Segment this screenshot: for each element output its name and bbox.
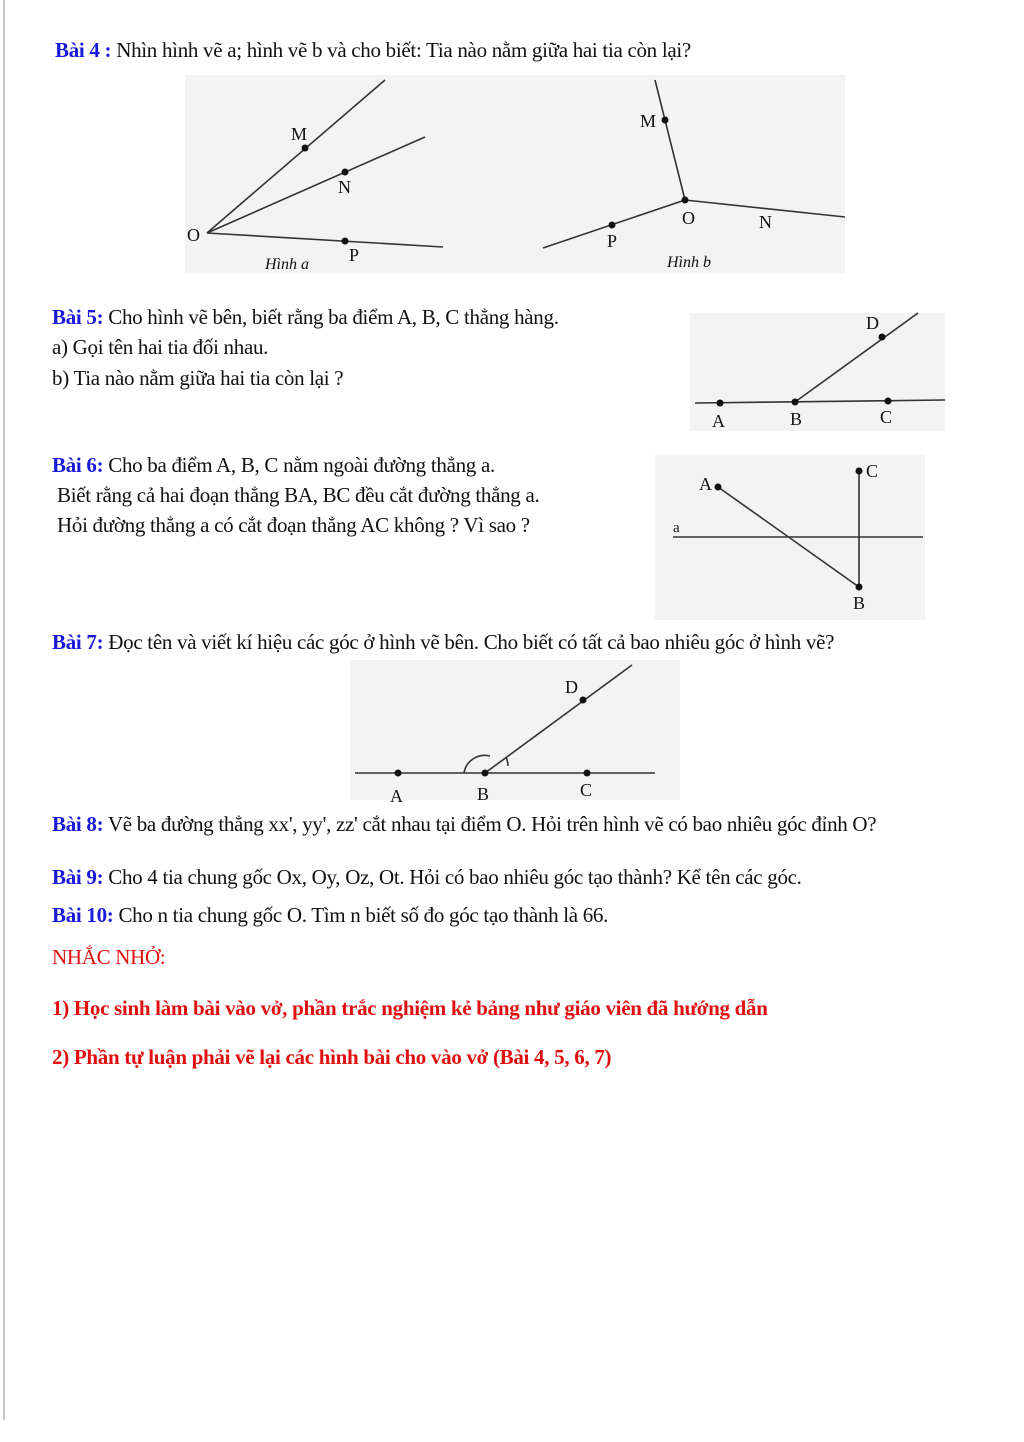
bai5-question: [52, 305, 559, 330]
page-left-border: [3, 0, 5, 1420]
bai8-label: Bài 8:: [52, 812, 104, 836]
bai9-label: Bài 9:: [52, 865, 104, 889]
bai7-point-d: [580, 697, 587, 704]
bai7-label-c: C: [580, 780, 593, 800]
bai9-text: Cho 4 tia chung gốc Ox, Oy, Oz, Ot. Hỏi có bao nhiêu góc tạo thành? Kể tên các góc.: [108, 865, 802, 889]
fig-a-point-m: [302, 145, 309, 152]
bai6-line3: Hỏi đường thẳng a có cắt đoạn thẳng AC không ? Vì sao ?: [57, 513, 530, 537]
bai6-label-b: B: [853, 593, 866, 613]
bai7-question: [52, 630, 834, 655]
bai6-point-b: [856, 584, 863, 591]
fig-a-point-p: [342, 238, 349, 245]
fig-b-point-p: [609, 222, 616, 229]
bai5-label-d: D: [866, 313, 879, 333]
figure-background: [185, 75, 845, 273]
fig-a-point-n: [342, 169, 349, 176]
bai9-question: [52, 865, 802, 890]
bai6-line2: Biết rằng cả hai đoạn thẳng BA, BC đều cắt đường thẳng a.: [57, 483, 540, 507]
bai5-label-c: C: [880, 407, 893, 427]
bai7-point-c: [584, 770, 591, 777]
bai4-question: [55, 38, 691, 63]
bai7-label: Bài 7:: [52, 630, 104, 654]
bai8-question: [52, 812, 876, 837]
fig-b-caption: Hình b: [667, 254, 711, 271]
bai6-point-c: [856, 468, 863, 475]
fig-b-label-p: P: [607, 231, 618, 251]
bai7-label-b: B: [477, 784, 490, 804]
fig-a-label-m: M: [291, 124, 308, 144]
bai5-part-a: a) Gọi tên hai tia đối nhau.: [52, 335, 269, 359]
bai5-label: Bài 5:: [52, 305, 104, 329]
bai7-point-b: [482, 770, 489, 777]
reminder-item-2: 2) Phần tự luận phải vẽ lại các hình bài cho vào vở (Bài 4, 5, 6, 7): [52, 1045, 612, 1069]
bai5-figure: [690, 305, 945, 435]
bai6-figure: [655, 455, 925, 620]
bai7-label-d: D: [565, 677, 578, 697]
fig-a-caption: Hình a: [265, 256, 309, 273]
fig-b-point-o: [682, 197, 689, 204]
bai6-label-a: A: [699, 474, 712, 494]
fig-b-point-m: [662, 117, 669, 124]
fig-b-label-o: O: [682, 208, 695, 228]
bai5-point-d: [879, 334, 886, 341]
reminder-title: NHẮC NHỞ:: [52, 945, 166, 969]
bai10-label: Bài 10:: [52, 903, 114, 927]
bai6-label: Bài 6:: [52, 453, 104, 477]
fig-a-label-o: O: [187, 225, 200, 245]
reminder-item-1: 1) Học sinh làm bài vào vở, phần trắc nghiệm kẻ bảng như giáo viên đã hướng dẫn: [52, 996, 768, 1020]
bai7-figure: [350, 660, 680, 805]
fig-b-label-m: M: [640, 111, 657, 131]
bai5-text: Cho hình vẽ bên, biết rằng ba điểm A, B, C thẳng hàng.: [108, 305, 559, 329]
bai5-label-b: B: [790, 409, 803, 429]
figure-background: [690, 313, 945, 431]
bai4-label: Bài 4 :: [55, 38, 112, 62]
bai6-label-line-a: a: [673, 520, 680, 536]
bai6-text: Cho ba điểm A, B, C nằm ngoài đường thẳng a.: [108, 453, 495, 477]
figure-background: [350, 660, 680, 800]
bai5-point-c: [885, 398, 892, 405]
bai5-point-a: [717, 400, 724, 407]
bai7-text: Đọc tên và viết kí hiệu các góc ở hình vẽ bên. Cho biết có tất cả bao nhiêu góc ở hình vẽ?: [108, 630, 835, 654]
fig-b-label-n: N: [759, 212, 772, 232]
bai10-question: [52, 903, 608, 928]
bai6-label-c: C: [866, 461, 879, 481]
bai4-figures: [185, 75, 845, 275]
bai5-part-b: b) Tia nào nằm giữa hai tia còn lại ?: [52, 366, 344, 390]
fig-a-label-n: N: [338, 177, 351, 197]
bai6-point-a: [715, 484, 722, 491]
bai5-point-b: [792, 399, 799, 406]
fig-a-label-p: P: [349, 245, 360, 265]
bai5-label-a: A: [712, 411, 725, 431]
bai8-text: Vẽ ba đường thẳng xx', yy', zz' cắt nhau tại điểm O. Hỏi trên hình vẽ có bao nhiêu góc đỉnh O?: [107, 812, 877, 836]
bai7-label-a: A: [390, 786, 403, 806]
bai4-text: Nhìn hình vẽ a; hình vẽ b và cho biết: Tia nào nằm giữa hai tia còn lại?: [116, 38, 691, 62]
bai6-question: [52, 453, 495, 478]
bai7-point-a: [395, 770, 402, 777]
bai10-text: Cho n tia chung gốc O. Tìm n biết số đo góc tạo thành là 66.: [118, 903, 609, 927]
